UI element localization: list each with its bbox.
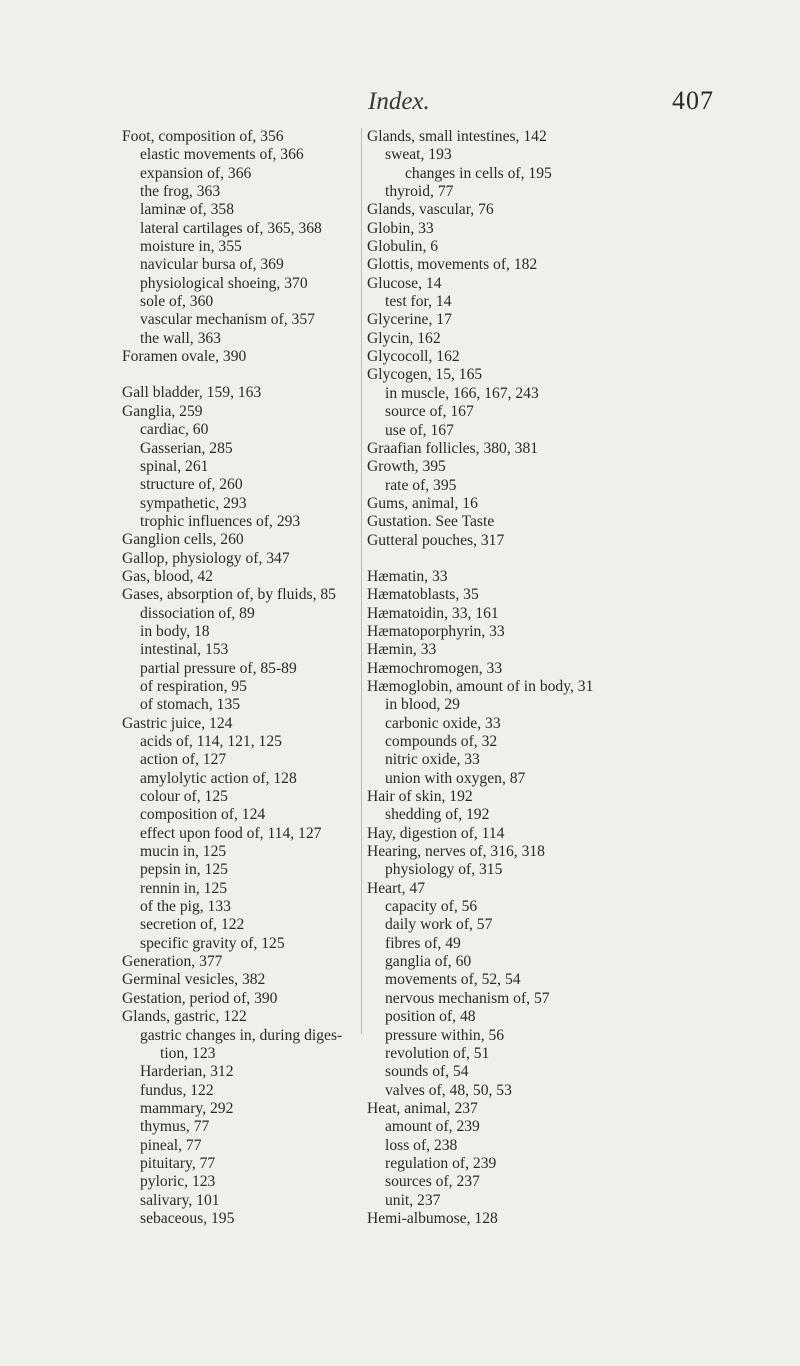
index-entry: Foot, composition of, 356 xyxy=(122,128,284,145)
index-subentry: in body, 18 xyxy=(140,622,210,640)
index-subentry: action of, 127 xyxy=(140,751,227,769)
index-subentry: unit, 237 xyxy=(385,1191,441,1209)
index-entry: Graafian follicles, 380, 381 xyxy=(367,439,539,457)
index-subentry: pineal, 77 xyxy=(140,1136,202,1154)
index-subentry: thyroid, 77 xyxy=(385,183,454,201)
index-subentry: salivary, 101 xyxy=(140,1191,220,1209)
index-subentry: spinal, 261 xyxy=(140,457,209,475)
index-subentry: rate of, 395 xyxy=(385,476,457,494)
index-entry: Hemi-albumose, 128 xyxy=(367,1209,498,1227)
index-subentry: specific gravity of, 125 xyxy=(140,934,285,952)
index-entry: Gestation, period of, 390 xyxy=(122,989,278,1007)
index-subentry: acids of, 114, 121, 125 xyxy=(140,733,282,750)
index-subentry: gastric changes in, during diges- xyxy=(140,1026,343,1044)
index-subentry: mucin in, 125 xyxy=(140,843,227,861)
index-entry: Gall bladder, 159, 163 xyxy=(122,384,262,402)
index-entry: Globin, 33 xyxy=(367,219,434,237)
index-entry: Glycogen, 15, 165 xyxy=(367,366,483,384)
index-subentry: daily work of, 57 xyxy=(385,916,493,934)
index-entry: Gallop, physiology of, 347 xyxy=(122,549,290,567)
index-subentry: of the pig, 133 xyxy=(140,898,231,916)
index-subentry: colour of, 125 xyxy=(140,788,228,806)
index-subentry: sources of, 237 xyxy=(385,1173,480,1191)
index-subentry: sounds of, 54 xyxy=(385,1063,469,1081)
index-subentry: carbonic oxide, 33 xyxy=(385,714,501,732)
index-entry: Gases, absorption of, by fluids, 85 xyxy=(122,586,336,604)
index-subentry: fibres of, 49 xyxy=(385,934,461,952)
index-subentry: Gasserian, 285 xyxy=(140,439,233,457)
letter-section-gap xyxy=(367,550,792,568)
index-entry: Hæmatoidin, 33, 161 xyxy=(367,604,499,622)
index-column-right xyxy=(367,128,792,1228)
index-subentry: sympathetic, 293 xyxy=(140,494,247,512)
index-subentry: position of, 48 xyxy=(385,1008,476,1026)
index-subentry: nitric oxide, 33 xyxy=(385,751,480,769)
index-entry: Gums, animal, 16 xyxy=(367,494,478,512)
index-subentry: capacity of, 56 xyxy=(385,898,478,916)
index-subentry: composition of, 124 xyxy=(140,806,266,824)
index-subentry: sole of, 360 xyxy=(140,293,214,311)
index-subentry: sweat, 193 xyxy=(385,146,452,164)
index-entry: Hæmin, 33 xyxy=(367,641,437,659)
index-entry: Foramen ovale, 390 xyxy=(122,348,247,366)
index-subentry: the wall, 363 xyxy=(140,329,221,347)
index-entry: Germinal vesicles, 382 xyxy=(122,971,266,989)
index-subentry: test for, 14 xyxy=(385,293,452,311)
index-subentry: shedding of, 192 xyxy=(385,806,490,824)
index-subentry: secretion of, 122 xyxy=(140,916,245,934)
index-subentry: nervous mechanism of, 57 xyxy=(385,989,550,1007)
index-subentry: pressure within, 56 xyxy=(385,1026,505,1044)
index-subentry: amylolytic action of, 128 xyxy=(140,769,297,787)
index-subentry: amount of, 239 xyxy=(385,1118,480,1136)
index-entry: Generation, 377 xyxy=(122,953,223,971)
index-entry: Hæmoglobin, amount of in body, 31 xyxy=(367,677,594,695)
index-entry: Heat, animal, 237 xyxy=(367,1099,478,1117)
index-subentry: laminæ of, 358 xyxy=(140,201,234,219)
index-subentry: elastic movements of, 366 xyxy=(140,146,304,164)
index-entry: Hæmatoblasts, 35 xyxy=(367,586,479,604)
index-subentry: vascular mechanism of, 357 xyxy=(140,311,315,329)
index-subentry: source of, 167 xyxy=(385,403,474,421)
index-subentry: of stomach, 135 xyxy=(140,696,241,714)
index-subentry: of respiration, 95 xyxy=(140,677,247,695)
index-subentry: changes in cells of, 195 xyxy=(405,164,552,182)
index-subentry: revolution of, 51 xyxy=(385,1044,490,1062)
index-subentry: compounds of, 32 xyxy=(385,733,498,750)
index-entry: Hæmatoporphyrin, 33 xyxy=(367,622,505,640)
index-subentry: loss of, 238 xyxy=(385,1136,458,1154)
index-subentry: in blood, 29 xyxy=(385,696,460,714)
index-subentry: use of, 167 xyxy=(385,421,454,439)
index-subentry: navicular bursa of, 369 xyxy=(140,256,284,274)
index-entry: Globulin, 6 xyxy=(367,238,439,256)
index-subentry: moisture in, 355 xyxy=(140,238,242,256)
index-subentry: valves of, 48, 50, 53 xyxy=(385,1081,512,1099)
index-entry: Glottis, movements of, 182 xyxy=(367,256,538,274)
index-subentry: mammary, 292 xyxy=(140,1099,234,1117)
index-entry: Glycerine, 17 xyxy=(367,311,452,329)
index-entry: Gastric juice, 124 xyxy=(122,714,233,732)
index-entry: Hæmochromogen, 33 xyxy=(367,659,503,677)
index-subentry: sebaceous, 195 xyxy=(140,1209,235,1227)
index-subentry: in muscle, 166, 167, 243 xyxy=(385,384,539,402)
running-head: Index. xyxy=(368,88,430,115)
index-entry: Glands, gastric, 122 xyxy=(122,1008,247,1026)
index-subentry: dissociation of, 89 xyxy=(140,604,255,622)
index-entry: Glycocoll, 162 xyxy=(367,348,460,366)
index-subentry: physiological shoeing, 370 xyxy=(140,274,308,292)
index-subentry: tion, 123 xyxy=(160,1044,216,1062)
index-entry: Heart, 47 xyxy=(367,879,426,897)
index-subentry: cardiac, 60 xyxy=(140,421,209,439)
index-entry: Glands, small intestines, 142 xyxy=(367,128,547,145)
page-number: 407 xyxy=(672,86,714,115)
index-entry: Growth, 395 xyxy=(367,458,446,476)
index-entry: Hair of skin, 192 xyxy=(367,788,473,806)
index-entry: Ganglia, 259 xyxy=(122,402,203,420)
index-entry: Hearing, nerves of, 316, 318 xyxy=(367,843,545,861)
index-entry: Hæmatin, 33 xyxy=(367,567,448,585)
index-subentry: movements of, 52, 54 xyxy=(385,971,521,989)
index-entry: Glands, vascular, 76 xyxy=(367,201,494,219)
index-subentry: fundus, 122 xyxy=(140,1081,214,1099)
index-entry: Glycin, 162 xyxy=(367,329,441,347)
index-subentry: pyloric, 123 xyxy=(140,1173,216,1191)
index-entry: Glucose, 14 xyxy=(367,274,442,292)
index-subentry: expansion of, 366 xyxy=(140,164,252,182)
index-subentry: rennin in, 125 xyxy=(140,879,228,897)
index-subentry: effect upon food of, 114, 127 xyxy=(140,824,322,842)
index-entry: Gutteral pouches, 317 xyxy=(367,531,505,549)
index-subentry: trophic influences of, 293 xyxy=(140,512,301,530)
index-subentry: union with oxygen, 87 xyxy=(385,769,526,787)
index-subentry: regulation of, 239 xyxy=(385,1154,497,1172)
index-subentry: lateral cartilages of, 365, 368 xyxy=(140,219,322,237)
index-subentry: intestinal, 153 xyxy=(140,641,229,659)
index-entry: Gas, blood, 42 xyxy=(122,567,213,585)
index-subentry: ganglia of, 60 xyxy=(385,953,472,971)
index-subentry: thymus, 77 xyxy=(140,1118,210,1136)
index-subentry: the frog, 363 xyxy=(140,183,221,201)
index-entry: Hay, digestion of, 114 xyxy=(367,824,505,842)
index-subentry: structure of, 260 xyxy=(140,476,243,494)
index-subentry: physiology of, 315 xyxy=(385,861,503,879)
index-subentry: pepsin in, 125 xyxy=(140,861,228,879)
index-entry: Ganglion cells, 260 xyxy=(122,531,244,549)
index-entry: Gustation. See Taste xyxy=(367,513,495,531)
index-subentry: Harderian, 312 xyxy=(140,1063,234,1081)
index-subentry: partial pressure of, 85-89 xyxy=(140,659,297,677)
index-subentry: pituitary, 77 xyxy=(140,1154,216,1172)
